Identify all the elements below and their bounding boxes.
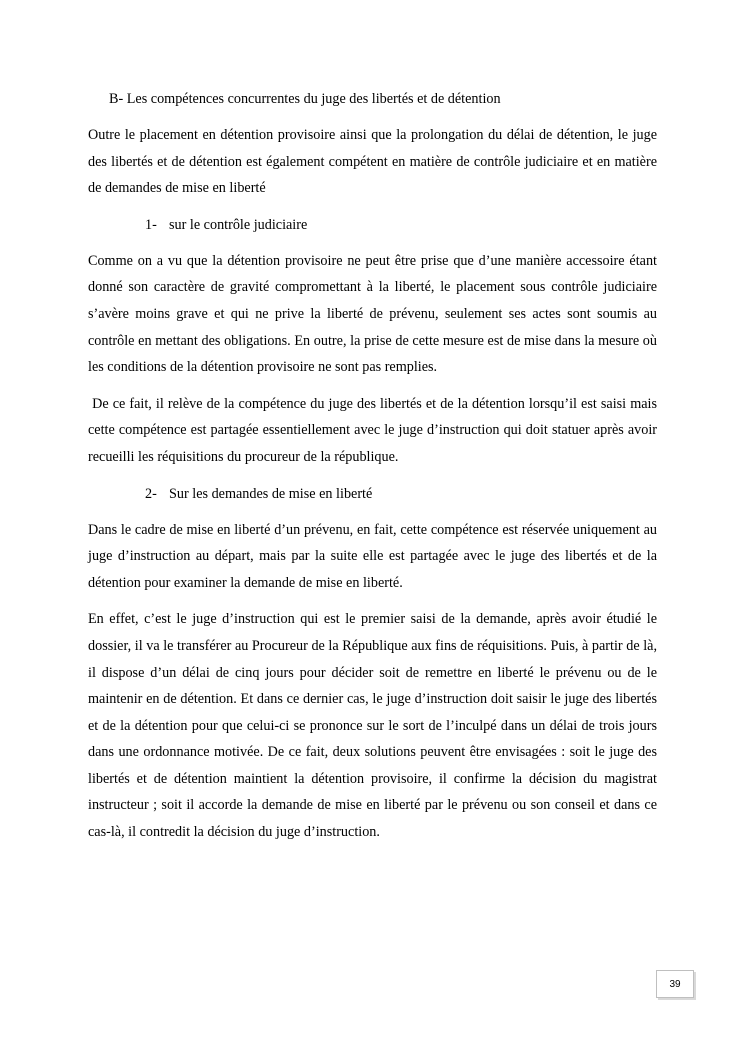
section-heading: B- Les compétences concurrentes du juge des libertés et de détention xyxy=(109,91,501,107)
page-number: 39 xyxy=(656,970,694,998)
subsection-2-heading xyxy=(145,481,657,507)
subsection-2-number: 2- xyxy=(145,485,157,502)
subsection-2-paragraph-1: Dans le cadre de mise en liberté d’un prévenu, en fait, cette compétence est réservée uniquement au juge d’instruction au départ, mais par la suite elle est partagée avec le juge des libertés et de la détention pour examiner la demande de mise en liberté. xyxy=(88,521,657,591)
subsection-2-paragraph-2: En effet, c’est le juge d’instruction qui est le premier saisi de la demande, après avoir étudié le dossier, il va le transférer au Procureur de la République aux fins de réquisitions. Puis, à partir de là, il dispose d’un délai de cinq jours pour décider soit de remettre en liberté le prévenu ou de le maintenir en de détention. Et dans ce dernier cas, le juge d’instruction doit saisir le juge des libertés et de la détention pour que celui-ci se prononce sur le sort de l’inculpé dans un délai de trois jours dans une ordonnance motivée. De ce fait, deux solutions peuvent être envisagées : soit le juge des libertés et de détention maintient la détention provisoire, il confirme la décision du magistrat instructeur ; soit il accorde la demande de mise en liberté par le prévenu ou son conseil et dans ce cas-là, il contredit la décision du juge d’instruction. xyxy=(88,611,657,841)
intro-paragraph: Outre le placement en détention provisoire ainsi que la prolongation du délai de détention, le juge des libertés et de détention est également compétent en matière de contrôle judiciaire et en matière de demandes de mise en liberté xyxy=(88,127,657,197)
subsection-1-paragraph-2: De ce fait, il relève de la compétence du juge des libertés et de la détention lorsqu’il est saisi mais cette compétence est partagée essentiellement avec le juge d’instruction qui doit statuer après avoir recueilli les réquisitions du procureur de la république. xyxy=(88,395,661,465)
subsection-1-title: sur le contrôle judiciaire xyxy=(169,216,308,233)
subsection-1-heading xyxy=(145,212,657,238)
subsection-1-number: 1- xyxy=(145,216,157,233)
document-page xyxy=(88,86,661,856)
subsection-1-paragraph-1: Comme on a vu que la détention provisoire ne peut être prise que d’une manière accessoire étant donné son caractère de gravité compromettant à la liberté, le placement sous contrôle judiciaire s’avère moins grave et qui ne prive la liberté de prévenu, seulement ses actes sont soumis au contrôle en mettant des obligations. En outre, la prise de cette mesure est de mise dans la mesure où les conditions de la détention provisoire ne sont pas remplies. xyxy=(88,252,657,376)
subsection-2-title: Sur les demandes de mise en liberté xyxy=(169,485,373,502)
